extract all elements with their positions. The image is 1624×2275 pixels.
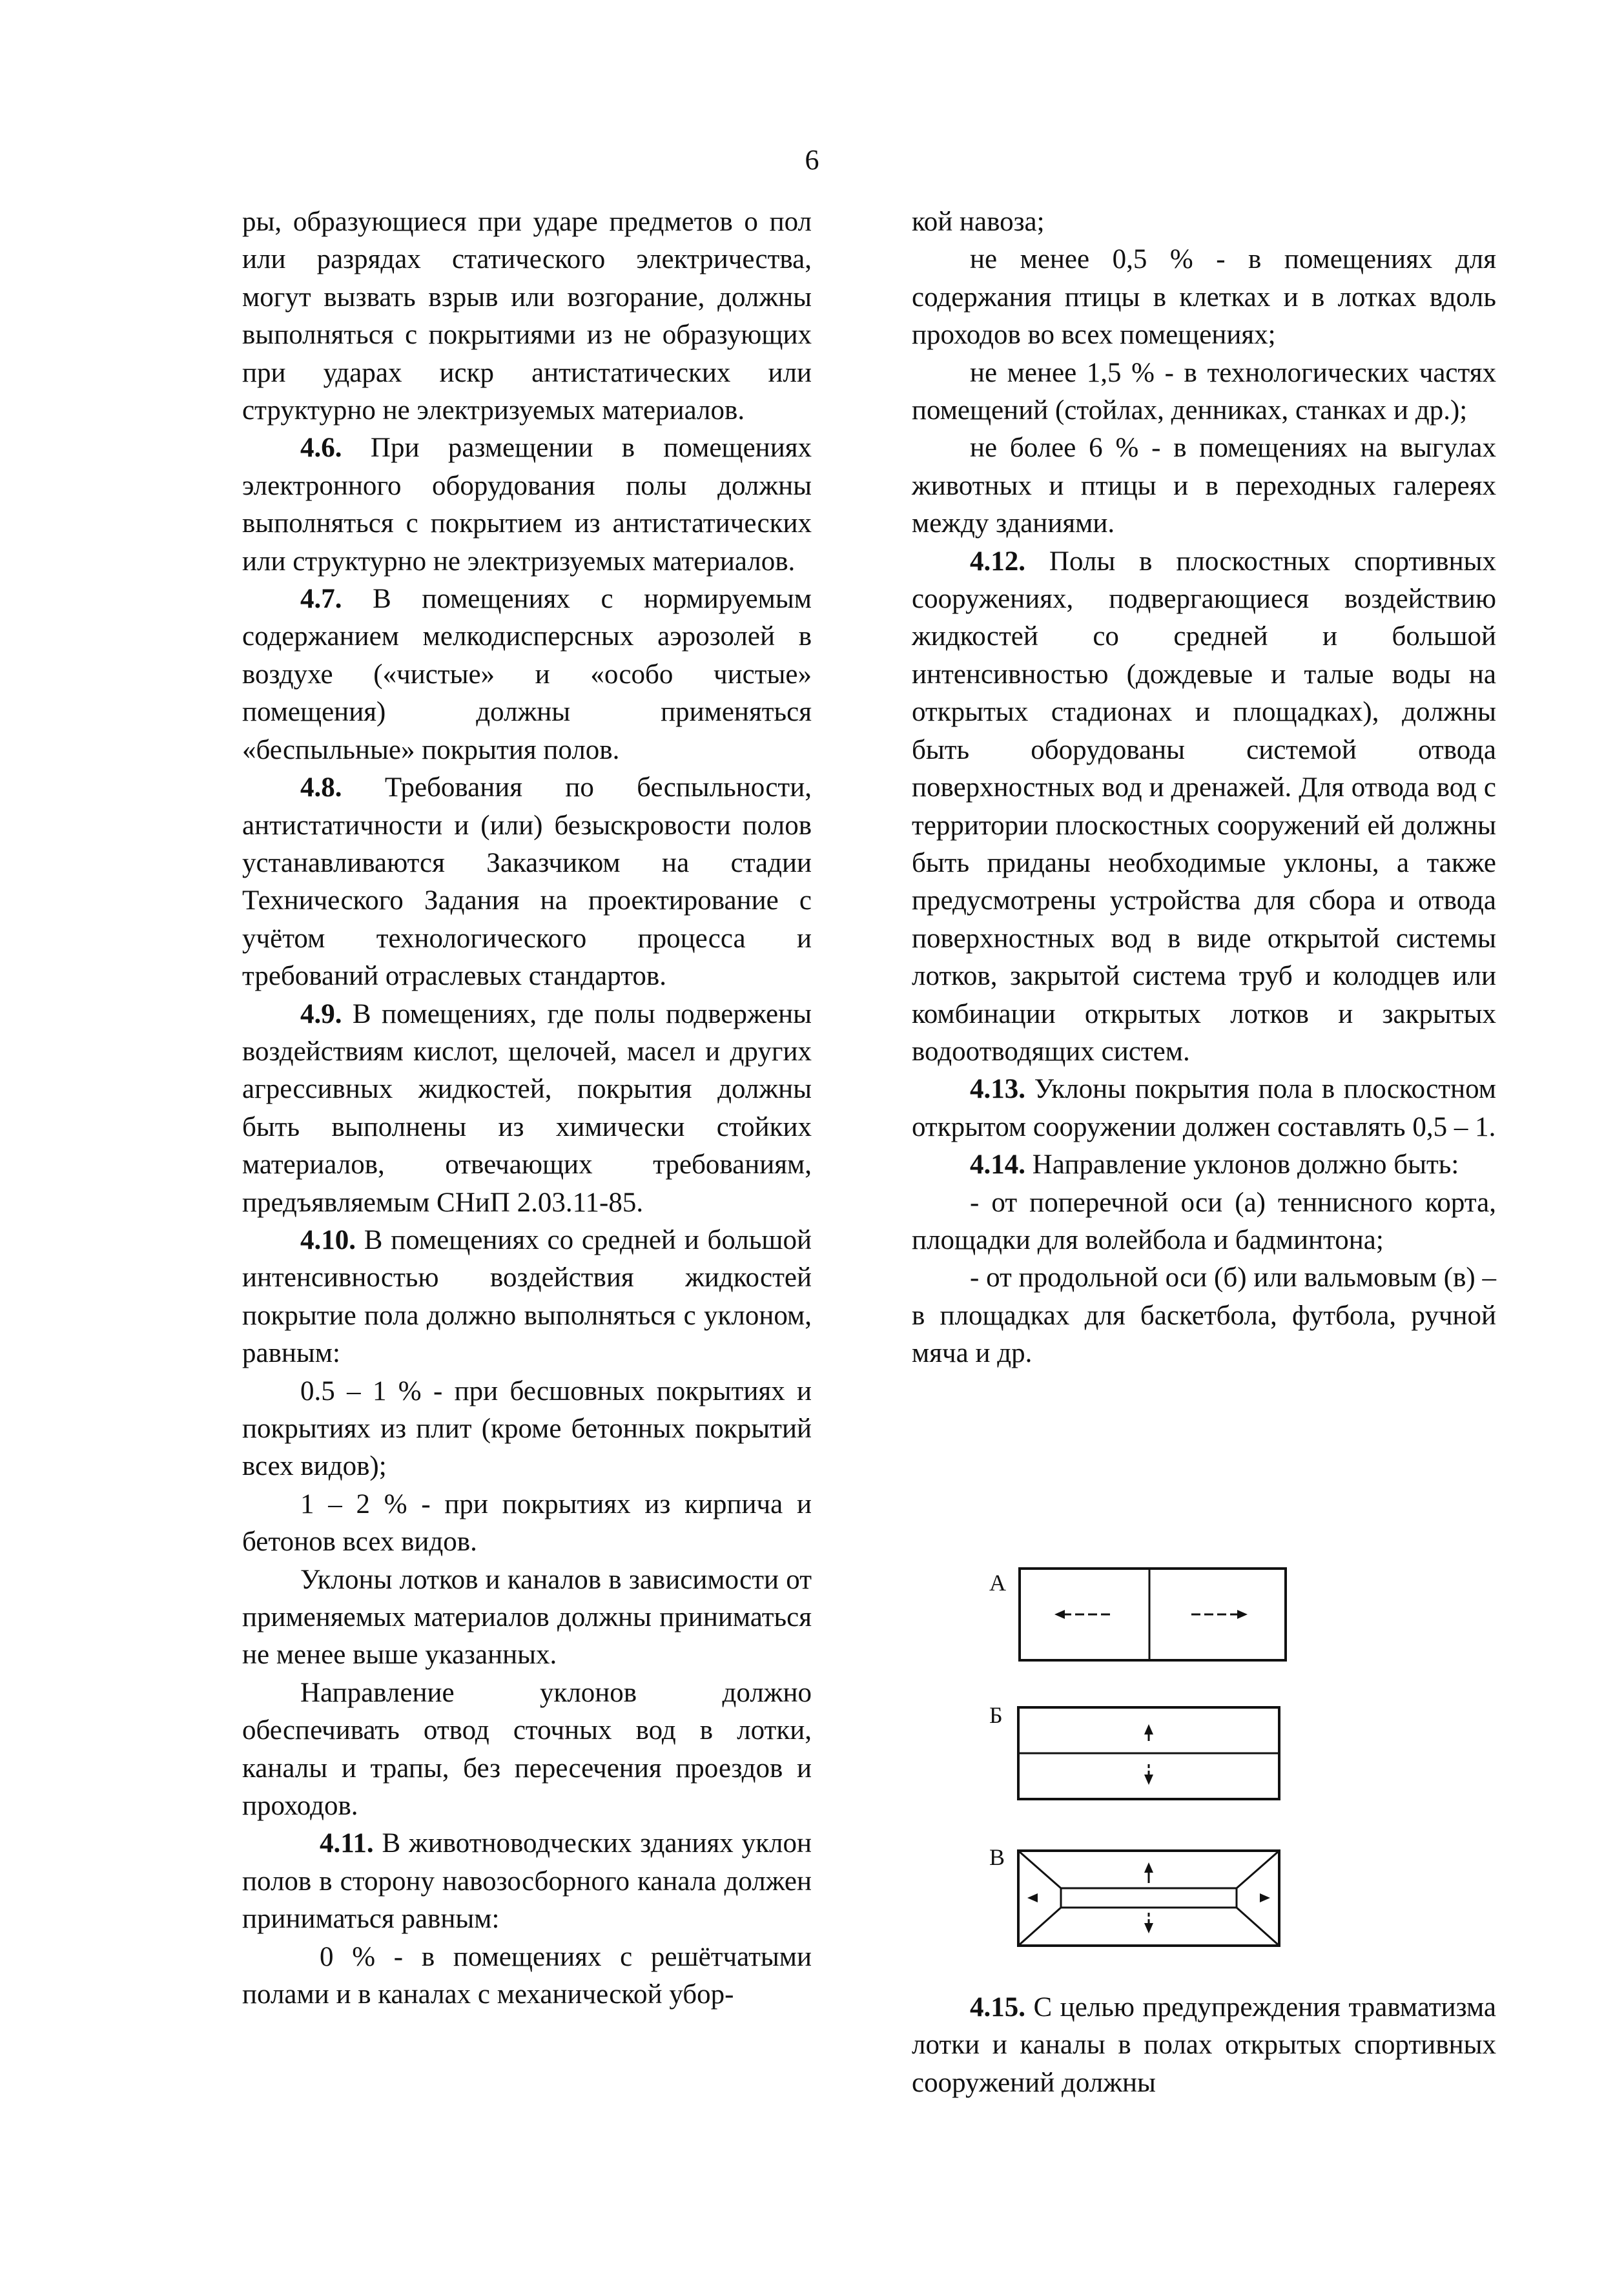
paragraph-text: В помещениях со средней и большой интенсивностью воздействия жидкостей покрытие пола должно выполняться с уклоном, равным: xyxy=(242,1224,812,1369)
clause-number: 4.14. xyxy=(970,1149,1025,1180)
clause-number: 4.15. xyxy=(970,1992,1025,2023)
paragraph-4-12 xyxy=(912,543,1496,1071)
paragraph-text: В животноводческих зданиях уклон полов в сторону навозосборного канала должен приниматься равным: xyxy=(242,1828,812,1935)
paragraph-4-15 xyxy=(912,1989,1496,2102)
diagram-b-arrow-down-head xyxy=(1144,1775,1153,1785)
diagram-a-arrow-left-head xyxy=(1054,1610,1065,1619)
paragraph-4-11-b: не менее 0,5 % - в помещениях для содержания птицы в клетках и в лотках вдоль проходов во всех помещениях; xyxy=(912,244,1496,351)
paragraph-4-10 xyxy=(242,1222,812,1373)
clause-number: 4.6. xyxy=(300,433,342,464)
figure-label-v: В xyxy=(989,1844,1005,1870)
diagram-a-arrow-right-head xyxy=(1237,1610,1248,1619)
paragraph-4-7 xyxy=(242,581,812,769)
paragraph-4-11-d: не более 6 % - в помещениях на выгулах животных и птицы и в переходных галереях между зданиями. xyxy=(912,433,1496,539)
paragraph-4-14 xyxy=(912,1146,1496,1184)
clause-number: 4.7. xyxy=(300,584,342,615)
figure-label-b: Б xyxy=(989,1702,1003,1728)
paragraph-4-6 xyxy=(242,429,812,581)
paragraph-text: В помещениях, где полы подвержены воздействиям кислот, щелочей, масел и других агрессивных жидкостей, покрытия должны быть выполнены из химически стойких материалов, отвечающих требованиям, предъявляемым СНиП 2.03.11-85. xyxy=(242,998,812,1218)
clause-number: 4.8. xyxy=(300,772,342,803)
clause-number: 4.9. xyxy=(300,998,342,1029)
clause-number: 4.10. xyxy=(300,1224,356,1255)
paragraph-text: Направление уклонов должно быть: xyxy=(1025,1149,1459,1180)
paragraph-4-11-c: не менее 1,5 % - в технологических частях помещений (стойлах, денниках, станках и др.); xyxy=(912,357,1496,426)
paragraph-4-10-c: Уклоны лотков и каналов в зависимости от применяемых материалов должны приниматься не менее выше указанных. xyxy=(242,1564,812,1671)
paragraph-4-9 xyxy=(242,996,812,1222)
paragraph-text: В помещениях с нормируемым содержанием мелкодисперсных аэрозолей в воздухе («чистые» и «особо чистые» помещения) должны применяться «беспыльные» покрытия полов. xyxy=(242,584,812,765)
figure-label-a: А xyxy=(989,1570,1006,1596)
paragraph-4-10-d: Направление уклонов должно обеспечивать отвод сточных вод в лотки, каналы и трапы, без пересечения проездов и проходов. xyxy=(242,1677,812,1822)
paragraph-4-14-b: - от продольной оси (б) или вальмовым (в) – в площадках для баскетбола, футбола, ручной мяча и др. xyxy=(912,1262,1496,1369)
paragraph-text: При размещении в помещениях электронного оборудования полы должны выполняться с покрытием из антистатических или структурно не электризуемых материалов. xyxy=(242,433,812,577)
paragraph-4-10-a: 0.5 – 1 % - при бесшовных покрытиях и покрытиях из плит (кроме бетонных покрытий всех видов); xyxy=(242,1375,812,1482)
paragraph-4-8 xyxy=(242,769,812,995)
page-number: 6 xyxy=(805,144,819,176)
paragraph-text: Уклоны покрытия пола в плоскостном открытом сооружении должен составлять 0,5 – 1. xyxy=(912,1074,1496,1142)
slope-diagram-a xyxy=(1017,1566,1288,1663)
paragraph-4-13 xyxy=(912,1071,1496,1146)
paragraph-4-11-a: 0 % - в помещениях с решётчатыми полами и в каналах с механической убор- xyxy=(242,1941,812,2010)
diagram-b-arrow-up-head xyxy=(1144,1724,1153,1735)
diagram-v-arrow-left-head xyxy=(1027,1893,1038,1902)
paragraph-4-11 xyxy=(242,1825,812,1938)
diagram-v-arrow-up-head xyxy=(1144,1862,1153,1873)
paragraph-text: Полы в плоскостных спортивных сооружениях, подвергающиеся воздействию жидкостей со средней и большой интенсивностью (дождевые и талые воды на открытых стадионах и площадках), должны быть оборудованы системой отвода поверхностных вод и дренажей. Для отвода вод с территории плоскостных сооружений ей должны быть приданы необходимые уклоны, а также предусмотрены устройства для сбора и отвода поверхностных вод в виде открытой системы лотков, закрытой система труб и колодцев или комбинации открытых лотков и закрытых водоотводящих систем. xyxy=(912,546,1496,1067)
right-column xyxy=(912,203,1496,1373)
paragraph-text: С целью предупреждения травматизма лотки и каналы в полах открытых спортивных сооружений должны xyxy=(912,1992,1496,2098)
paragraph-text: Требования по беспыльности, антистатичности и (или) безыскровости полов устанавливаются Заказчиком на стадии Технического Задания на проектирование с учётом технологического процесса и требований отраслевых стандартов. xyxy=(242,772,812,992)
left-column xyxy=(242,203,812,2014)
paragraph-4-15-block xyxy=(912,1989,1496,2102)
diagram-v-arrow-right-head xyxy=(1260,1893,1270,1902)
slope-diagram-v xyxy=(1016,1848,1282,1948)
clause-number: 4.12. xyxy=(970,546,1025,577)
paragraph-4-10-b: 1 – 2 % - при покрытиях из кирпича и бетонов всех видов. xyxy=(242,1488,812,1558)
diagram-v-arrow-down-head xyxy=(1144,1923,1153,1933)
paragraph-continuation: кой навоза; xyxy=(912,207,1045,237)
paragraph-continuation xyxy=(242,203,812,429)
paragraph-4-14-a: - от поперечной оси (а) теннисного корта, площадки для волейбола и бадминтона; xyxy=(912,1187,1496,1255)
clause-number: 4.11. xyxy=(320,1828,374,1859)
paragraph-text: ры, образующиеся при ударе предметов о пол или разрядах статического электричества, могут вызвать взрыв или возгорание, должны выполняться с покрытиями из не образующих при ударах искр антистатических или структурно не электризуемых материалов. xyxy=(242,207,812,426)
slope-diagram-b xyxy=(1016,1705,1282,1802)
clause-number: 4.13. xyxy=(970,1074,1025,1105)
